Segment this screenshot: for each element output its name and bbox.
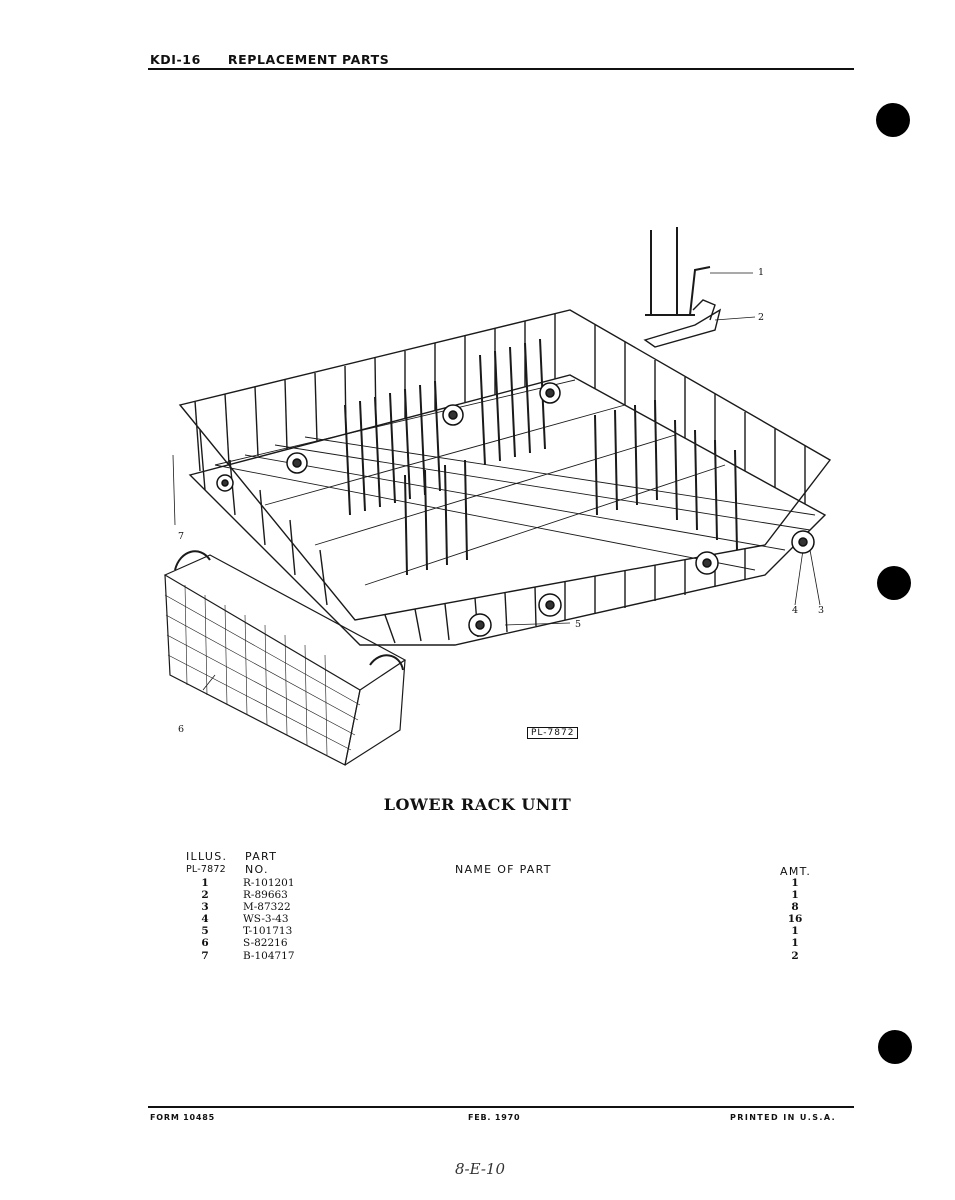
punch-hole-bottom	[878, 1030, 912, 1064]
header-title: REPLACEMENT PARTS	[227, 52, 390, 67]
footer-form-number: FORM 10485	[150, 1113, 216, 1122]
callout-6: 6	[178, 724, 185, 735]
handwritten-note: 8-E-10	[455, 1160, 505, 1178]
leader-lines	[173, 273, 820, 690]
header-amt: AMT.	[780, 865, 812, 878]
page-header	[150, 52, 850, 67]
lower-rack-illustration	[155, 215, 835, 780]
callout-2: 2	[758, 312, 765, 323]
callout-5: 5	[575, 619, 582, 630]
punch-hole-top	[876, 103, 910, 137]
footer-date: FEB. 1970	[468, 1113, 521, 1122]
punch-hole-middle	[877, 566, 911, 600]
table-row: 6 S-82216 1	[201, 937, 799, 950]
footer-printed: PRINTED IN U.S.A.	[730, 1113, 837, 1122]
rack-rollers	[217, 383, 814, 636]
header-part-no: PART NO.	[245, 850, 278, 876]
rack-right-wires	[595, 325, 805, 504]
table-row: 1 R-101201 1	[201, 877, 799, 889]
table-row: 4 WS-3-43 16	[201, 913, 803, 926]
header-rule	[148, 68, 854, 70]
rack-drawing	[155, 215, 835, 780]
header-name-of-part: NAME OF PART	[455, 863, 552, 876]
section-title: LOWER RACK UNIT	[383, 795, 572, 814]
table-row: 7 B-104717 2	[201, 949, 799, 962]
parts-table	[185, 877, 815, 962]
callout-1: 1	[758, 267, 765, 278]
rack-floor-grid	[215, 380, 815, 585]
rack-tines	[345, 339, 737, 575]
rack-bottom-rim	[190, 375, 825, 645]
rack-front-wires	[385, 549, 745, 643]
table-row: 2 R-89663 1	[201, 889, 799, 902]
table-row: 5 T-101713 1	[201, 925, 799, 938]
table-row: 3 M-87322 8	[201, 901, 799, 914]
footer-rule	[148, 1106, 854, 1108]
header-illus: ILLUS. PL-7872	[186, 850, 228, 875]
header-code: KDI-16	[150, 52, 201, 67]
callout-7: 7	[178, 531, 185, 542]
callout-3: 3	[818, 605, 825, 616]
retainer-clip	[693, 300, 715, 320]
plate-number-label: PL-7872	[527, 727, 578, 739]
callout-4: 4	[792, 605, 799, 616]
